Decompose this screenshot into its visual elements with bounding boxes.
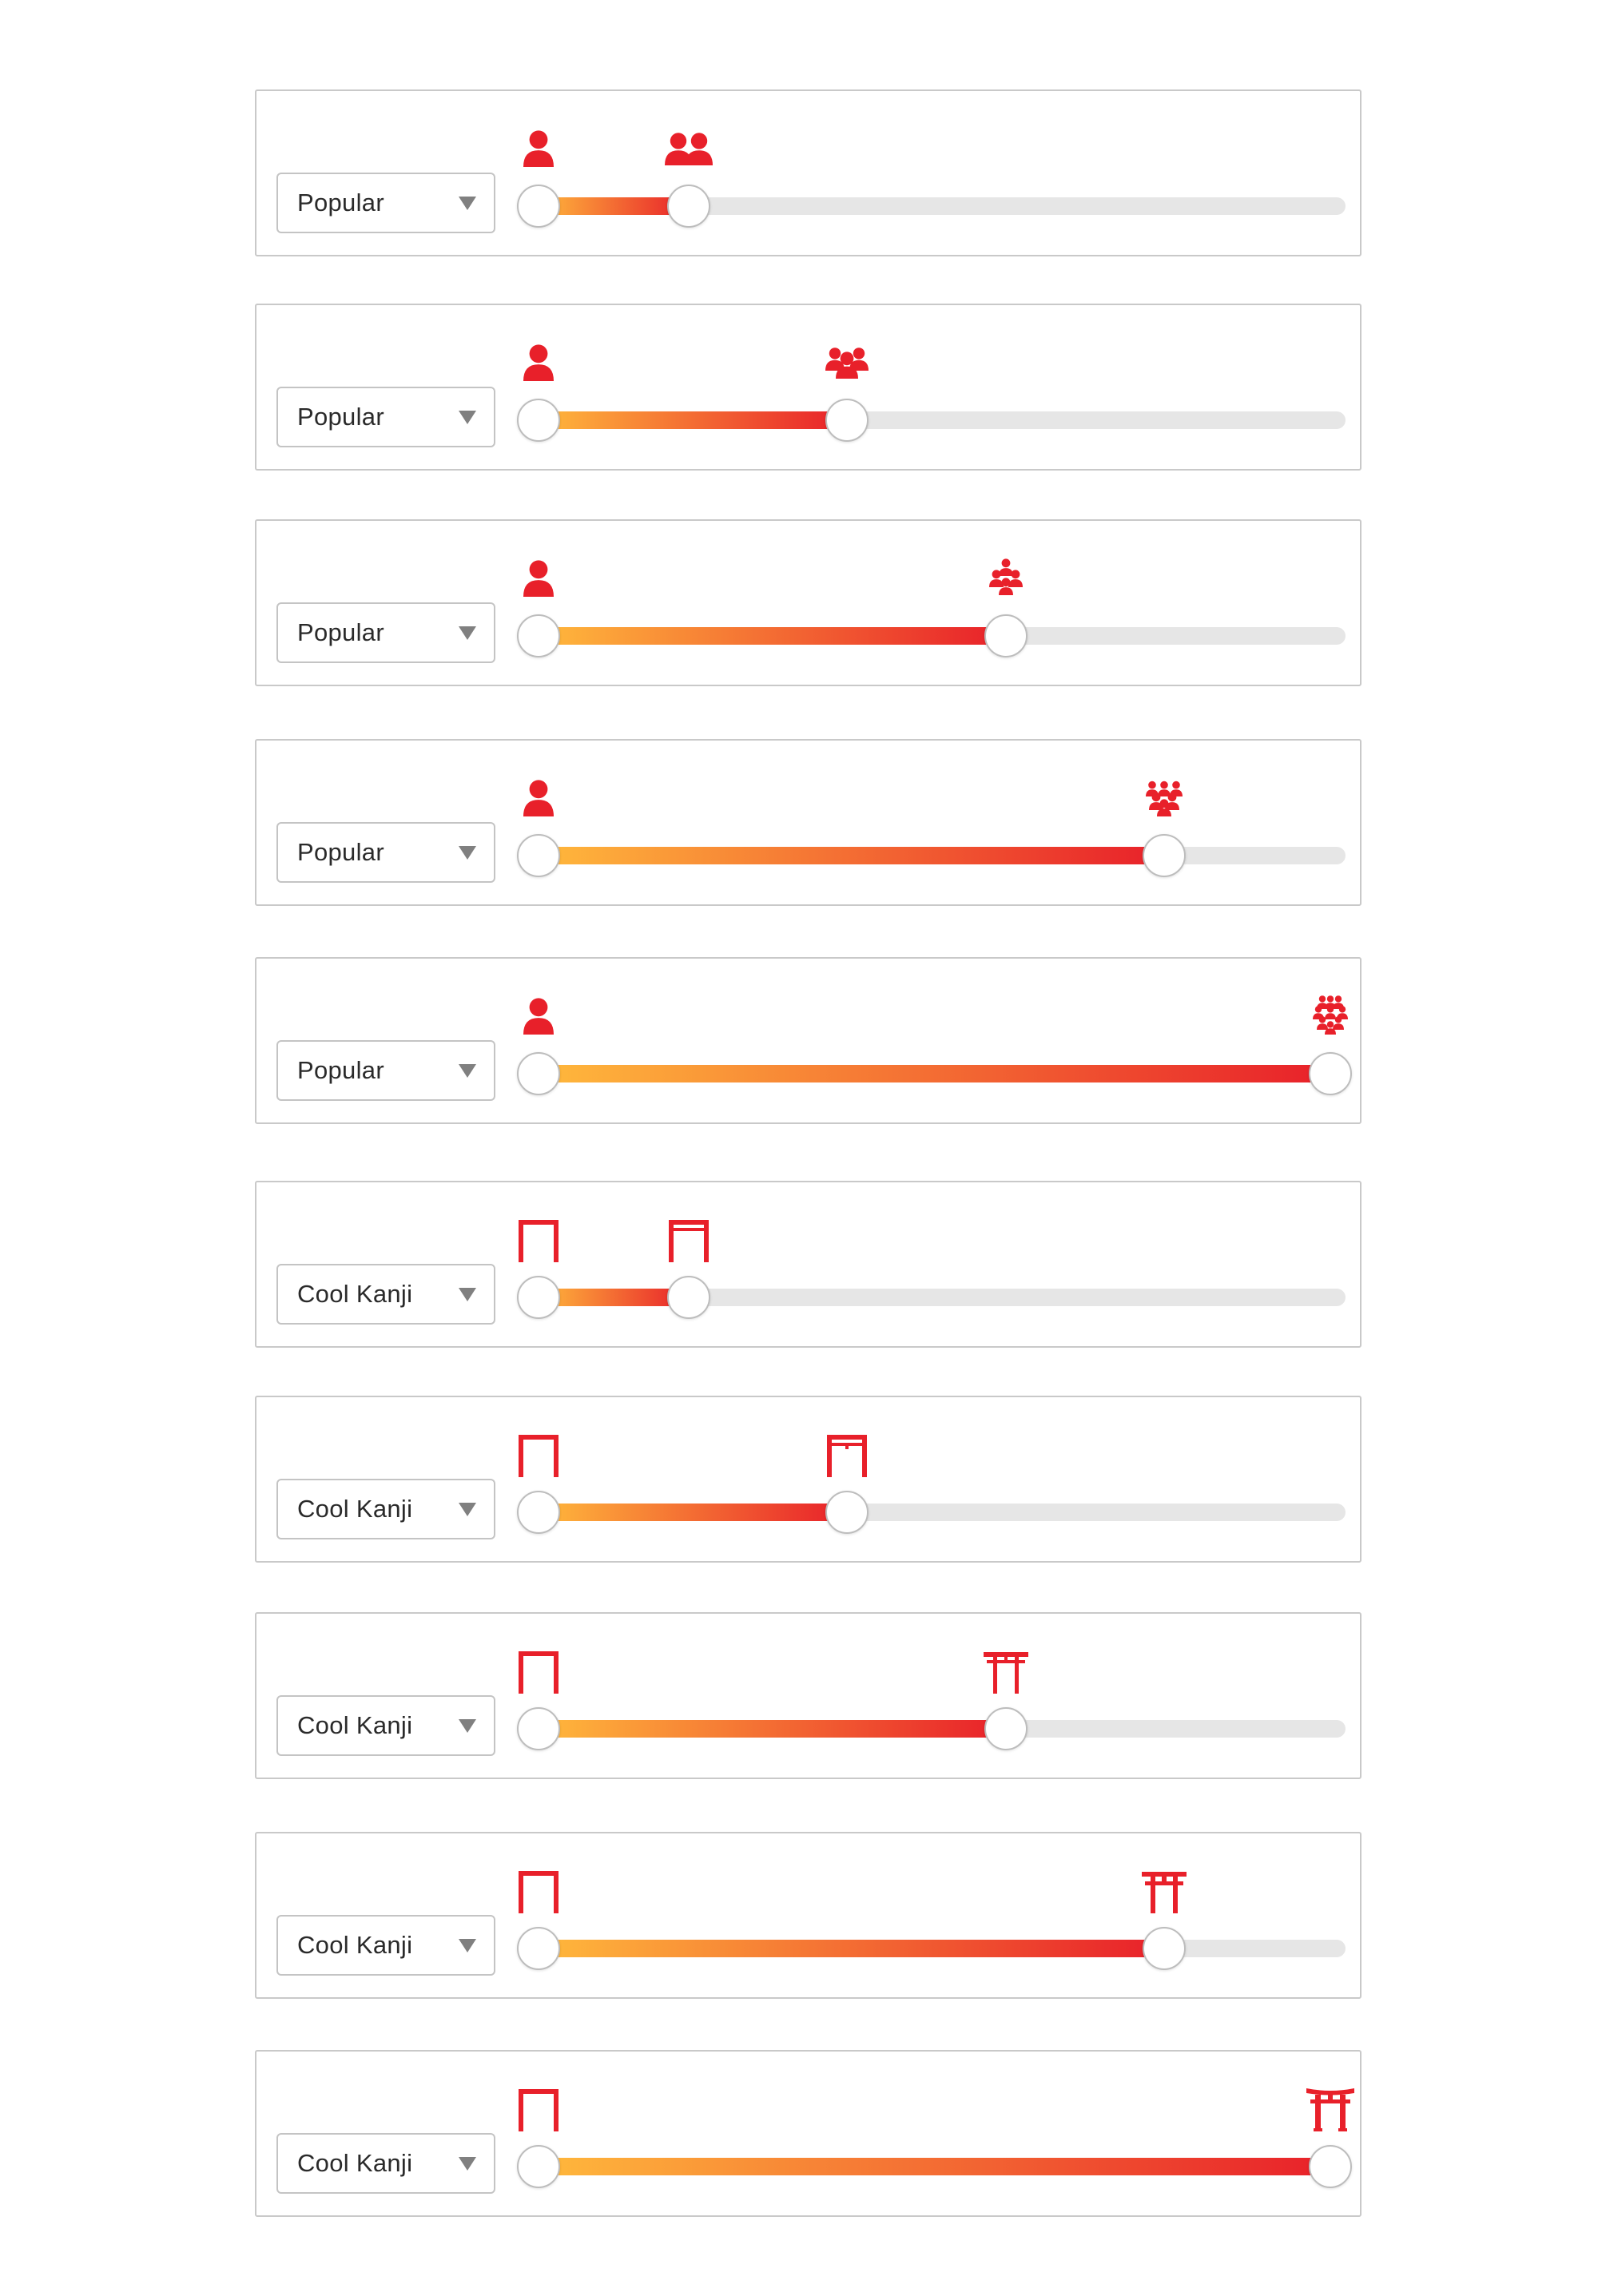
slider-track[interactable] bbox=[539, 1940, 1346, 1957]
three-people-icon bbox=[823, 339, 871, 387]
category-dropdown[interactable] bbox=[276, 1695, 495, 1756]
person-icon bbox=[515, 774, 562, 822]
slider-max-thumb[interactable] bbox=[1143, 834, 1186, 877]
dropdown-selected-value: Cool Kanji bbox=[297, 1495, 413, 1523]
slider-fill bbox=[539, 1940, 1164, 1957]
category-dropdown[interactable] bbox=[276, 1915, 495, 1976]
slider-panel bbox=[255, 304, 1361, 471]
slider-fill bbox=[539, 197, 689, 215]
dropdown-selected-value: Popular bbox=[297, 838, 384, 866]
category-dropdown[interactable] bbox=[276, 2133, 495, 2194]
category-dropdown[interactable] bbox=[276, 387, 495, 447]
slider-fill bbox=[539, 1504, 847, 1521]
dropdown-selected-value: Cool Kanji bbox=[297, 1931, 413, 1959]
dropdown-selected-value: Cool Kanji bbox=[297, 1280, 413, 1308]
slider-track[interactable] bbox=[539, 847, 1346, 864]
chevron-down-icon bbox=[459, 1288, 476, 1301]
gate-icon bbox=[515, 1431, 562, 1479]
slider-fill bbox=[539, 1289, 689, 1306]
gate-icon bbox=[515, 1216, 562, 1264]
category-dropdown[interactable] bbox=[276, 1479, 495, 1539]
chevron-down-icon bbox=[459, 411, 476, 424]
slider-min-thumb[interactable] bbox=[517, 834, 560, 877]
slider-panel bbox=[255, 957, 1361, 1124]
chevron-down-icon bbox=[459, 1064, 476, 1078]
slider-track[interactable] bbox=[539, 1720, 1346, 1738]
slider-fill bbox=[539, 411, 847, 429]
slider-max-thumb[interactable] bbox=[1309, 2145, 1352, 2188]
gate-icon bbox=[515, 1867, 562, 1915]
person-icon bbox=[515, 339, 562, 387]
slider-panel bbox=[255, 89, 1361, 256]
slider-track[interactable] bbox=[539, 1289, 1346, 1306]
slider-max-thumb[interactable] bbox=[667, 1276, 710, 1319]
slider-min-thumb[interactable] bbox=[517, 1927, 560, 1970]
slider-max-thumb[interactable] bbox=[667, 185, 710, 228]
slider-track[interactable] bbox=[539, 627, 1346, 645]
slider-max-thumb[interactable] bbox=[825, 399, 869, 442]
gate-level-2-icon bbox=[665, 1216, 713, 1264]
slider-panel bbox=[255, 519, 1361, 686]
dropdown-selected-value: Popular bbox=[297, 1056, 384, 1084]
slider-fill bbox=[539, 847, 1164, 864]
small-group-icon bbox=[982, 554, 1030, 602]
slider-fill bbox=[539, 1065, 1330, 1082]
slider-fill bbox=[539, 2158, 1330, 2175]
person-icon bbox=[515, 554, 562, 602]
gate-level-3-icon bbox=[823, 1431, 871, 1479]
slider-min-thumb[interactable] bbox=[517, 1052, 560, 1095]
chevron-down-icon bbox=[459, 626, 476, 640]
dropdown-selected-value: Popular bbox=[297, 189, 384, 216]
category-dropdown[interactable] bbox=[276, 822, 495, 883]
slider-min-thumb[interactable] bbox=[517, 614, 560, 657]
dropdown-selected-value: Popular bbox=[297, 618, 384, 646]
slider-panel bbox=[255, 739, 1361, 906]
gate-icon bbox=[515, 1647, 562, 1695]
chevron-down-icon bbox=[459, 2157, 476, 2171]
torii-icon bbox=[982, 1647, 1030, 1695]
slider-track[interactable] bbox=[539, 1065, 1346, 1082]
slider-min-thumb[interactable] bbox=[517, 2145, 560, 2188]
slider-panel bbox=[255, 1396, 1361, 1563]
slider-panel bbox=[255, 1181, 1361, 1348]
slider-max-thumb[interactable] bbox=[825, 1491, 869, 1534]
slider-fill bbox=[539, 627, 1006, 645]
slider-track[interactable] bbox=[539, 1504, 1346, 1521]
category-dropdown[interactable] bbox=[276, 602, 495, 663]
slider-min-thumb[interactable] bbox=[517, 1491, 560, 1534]
slider-min-thumb[interactable] bbox=[517, 1707, 560, 1750]
slider-min-thumb[interactable] bbox=[517, 1276, 560, 1319]
two-people-icon bbox=[665, 125, 713, 173]
slider-panel bbox=[255, 1612, 1361, 1779]
slider-track[interactable] bbox=[539, 2158, 1346, 2175]
chevron-down-icon bbox=[459, 1939, 476, 1952]
chevron-down-icon bbox=[459, 1719, 476, 1733]
slider-min-thumb[interactable] bbox=[517, 185, 560, 228]
category-dropdown[interactable] bbox=[276, 173, 495, 233]
group-icon bbox=[1140, 774, 1188, 822]
gate-icon bbox=[515, 2085, 562, 2133]
dropdown-selected-value: Cool Kanji bbox=[297, 2149, 413, 2177]
chevron-down-icon bbox=[459, 197, 476, 210]
dropdown-selected-value: Popular bbox=[297, 403, 384, 431]
slider-max-thumb[interactable] bbox=[1143, 1927, 1186, 1970]
slider-max-thumb[interactable] bbox=[1309, 1052, 1352, 1095]
person-icon bbox=[515, 125, 562, 173]
slider-panel bbox=[255, 2050, 1361, 2217]
slider-min-thumb[interactable] bbox=[517, 399, 560, 442]
chevron-down-icon bbox=[459, 1503, 476, 1516]
torii-full-icon bbox=[1306, 2085, 1354, 2133]
category-dropdown[interactable] bbox=[276, 1264, 495, 1325]
slider-track[interactable] bbox=[539, 411, 1346, 429]
chevron-down-icon bbox=[459, 846, 476, 860]
person-icon bbox=[515, 992, 562, 1040]
torii-large-icon bbox=[1140, 1867, 1188, 1915]
slider-max-thumb[interactable] bbox=[984, 614, 1028, 657]
category-dropdown[interactable] bbox=[276, 1040, 495, 1101]
slider-track[interactable] bbox=[539, 197, 1346, 215]
slider-fill bbox=[539, 1720, 1006, 1738]
crowd-icon bbox=[1306, 992, 1354, 1040]
dropdown-selected-value: Cool Kanji bbox=[297, 1711, 413, 1739]
slider-max-thumb[interactable] bbox=[984, 1707, 1028, 1750]
slider-panel bbox=[255, 1832, 1361, 1999]
